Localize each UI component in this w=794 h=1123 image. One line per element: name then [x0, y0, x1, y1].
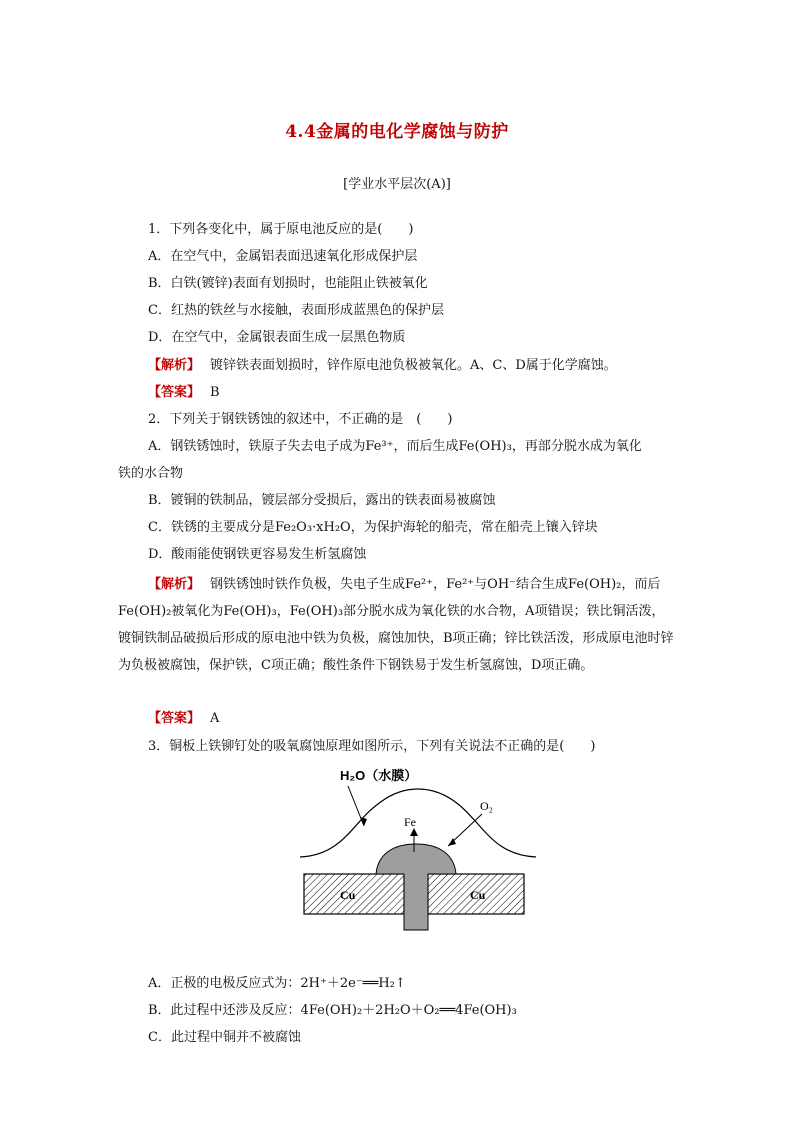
water-film-label: H₂O（水膜） — [340, 768, 418, 783]
q2-option-a-line1: A．钢铁锈蚀时，铁原子失去电子成为Fe³⁺，而后生成Fe(OH)₃，再部分脱水成为氧化 — [148, 439, 642, 454]
level-heading: [学业水平层次(A)] — [343, 177, 451, 192]
analysis-tag: 【解析】 — [148, 577, 201, 592]
q1-stem: 1．下列各变化中，属于原电池反应的是( ) — [148, 222, 414, 237]
document-title: 4.4金属的电化学腐蚀与防护 — [285, 122, 509, 142]
answer-tag: 【答案】 — [148, 711, 201, 726]
q3-option-a: A．正极的电极反应式为：2H⁺＋2e⁻══H₂↑ — [148, 976, 406, 991]
q2-analysis-text: 钢铁锈蚀时铁作负极，失电子生成Fe²⁺，Fe²⁺与OH⁻结合生成Fe(OH)₂，而后Fe(OH)₂被氧化为Fe(OH)₃，Fe(OH)₃部分脱水成为氧化铁的水合物，A项错误；铁比铜活泼，镀铜铁制品破损后形成的原电池中铁为负极，腐蚀加快，B项正确；锌比铁活泼，形成原电池时锌为负极被腐蚀，保护铁，C项正确；酸性条件下钢铁易于发生析氢腐蚀，D项正确。 — [118, 577, 674, 673]
q1-analysis-text: 镀锌铁表面划损时，锌作原电池负极被氧化。A、C、D属于化学腐蚀。 — [210, 358, 617, 373]
q2-analysis — [118, 571, 674, 679]
q1-answer-value: B — [210, 385, 220, 400]
q1-analysis — [148, 354, 617, 373]
fe-label: Fe — [404, 815, 416, 829]
q2-option-a-line2: 铁的水合物 — [118, 466, 184, 481]
q2-answer-value: A — [210, 711, 220, 726]
analysis-tag: 【解析】 — [148, 358, 201, 373]
q3-option-c: C．此过程中铜并不被腐蚀 — [148, 1030, 301, 1045]
corrosion-diagram — [298, 762, 538, 938]
q1-option-b: B．白铁(镀锌)表面有划损时，也能阻止铁被氧化 — [148, 276, 428, 291]
q1-answer — [148, 381, 220, 400]
q2-option-c: C．铁锈的主要成分是Fe₂O₃·xH₂O，为保护海轮的船壳，常在船壳上镶入锌块 — [148, 520, 598, 535]
q1-option-d: D．在空气中，金属银表面生成一层黑色物质 — [148, 330, 406, 345]
q2-option-b: B．镀铜的铁制品，镀层部分受损后，露出的铁表面易被腐蚀 — [148, 493, 496, 508]
q3-option-b: B．此过程中还涉及反应：4Fe(OH)₂＋2H₂O＋O₂══4Fe(OH)₃ — [148, 1003, 517, 1018]
q1-option-a: A．在空气中，金属铝表面迅速氧化形成保护层 — [148, 249, 418, 264]
cu-right-label: Cu — [470, 888, 486, 902]
cu-left-label: Cu — [340, 888, 356, 902]
q1-option-c: C．红热的铁丝与水接触，表面形成蓝黑色的保护层 — [148, 303, 444, 318]
q3-stem: 3．铜板上铁铆钉处的吸氧腐蚀原理如图所示，下列有关说法不正确的是( ) — [148, 739, 596, 754]
water-arrow-head — [360, 817, 367, 826]
o2-label: O₂ — [480, 799, 493, 813]
q2-stem: 2．下列关于钢铁锈蚀的叙述中，不正确的是 ( ) — [148, 412, 453, 427]
q2-option-d: D．酸雨能使钢铁更容易发生析氢腐蚀 — [148, 547, 367, 562]
fe-arrow-head — [410, 828, 418, 836]
q2-answer — [148, 707, 219, 726]
answer-tag: 【答案】 — [148, 385, 201, 400]
